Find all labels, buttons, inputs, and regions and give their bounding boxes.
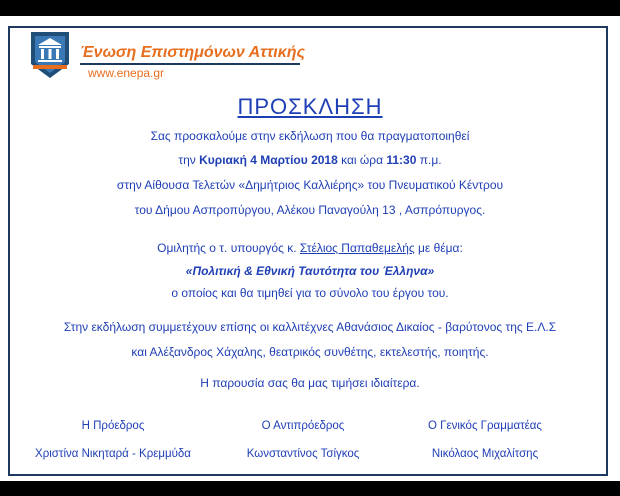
website-link[interactable]: www.enepa.gr [88, 66, 165, 80]
signature-name-vice-president: Κωνσταντίνος Τσίγκος [246, 448, 360, 460]
invitation-title: ΠΡΟΣΚΛΗΣΗ [237, 94, 383, 119]
time-suffix: π.μ. [416, 153, 442, 167]
closing-line: Η παρουσία σας θα μας τιμήσει ιδιαίτερα. [200, 376, 420, 390]
header-divider [80, 63, 300, 65]
invite-line-3: στην Αίθουσα Τελετών «Δημήτριος Καλλιέρης» του Πνευματικού Κέντρου [116, 178, 504, 192]
speaker-suffix: με θέμα: [414, 241, 463, 255]
honor-line: ο οποίος και θα τιμηθεί για το σύνολο του έργου του. [171, 286, 449, 300]
date-prefix: την [178, 153, 200, 167]
signature-role-president: Η Πρόεδρος [81, 420, 145, 432]
organization-name: Ένωση Επιστημόνων Αττικής [80, 44, 306, 61]
artists-line-1: Στην εκδήλωση συμμετέχουν επίσης οι καλλιτέχνες Αθανάσιος Δικαίος - βαρύτονος της Ε.Λ.Σ [63, 320, 557, 334]
event-date: Κυριακή 4 Μαρτίου 2018 [199, 153, 338, 167]
signature-role-vice-president: Ο Αντιπρόεδρος [261, 420, 345, 432]
speaker-name: Στέλιος Παπαθεμελής [299, 241, 415, 255]
speech-topic: «Πολιτική & Εθνική Ταυτότητα του Έλληνα» [185, 264, 435, 278]
speaker-line [0, 241, 620, 255]
artists-line-2: και Αλέξανδρος Χάχαλης, θεατρικός συνθέτης, εκτελεστής, ποιητής. [131, 345, 489, 359]
signature-name-secretary: Νικόλαος Μιχαλίτσης [431, 448, 539, 460]
event-time: 11:30 [386, 153, 417, 167]
time-prefix: και ώρα [337, 153, 387, 167]
invite-line-1: Σας προσκαλούμε στην εκδήλωση που θα πραγματοποιηθεί [150, 129, 470, 143]
signature-role-secretary: Ο Γενικός Γραμματέας [428, 420, 542, 432]
invite-line-4: του Δήμου Ασπροπύργου, Αλέκου Παναγούλη 13 , Ασπρόπυργος. [134, 203, 486, 217]
organization-logo-icon [27, 28, 73, 80]
invitation-sheet [0, 16, 620, 481]
speaker-prefix: Ομιλητής ο τ. υπουργός κ. [157, 241, 300, 255]
signature-name-president: Χριστίνα Νικηταρά - Κρεμμύδα [35, 448, 191, 460]
invite-line-2 [0, 153, 620, 167]
